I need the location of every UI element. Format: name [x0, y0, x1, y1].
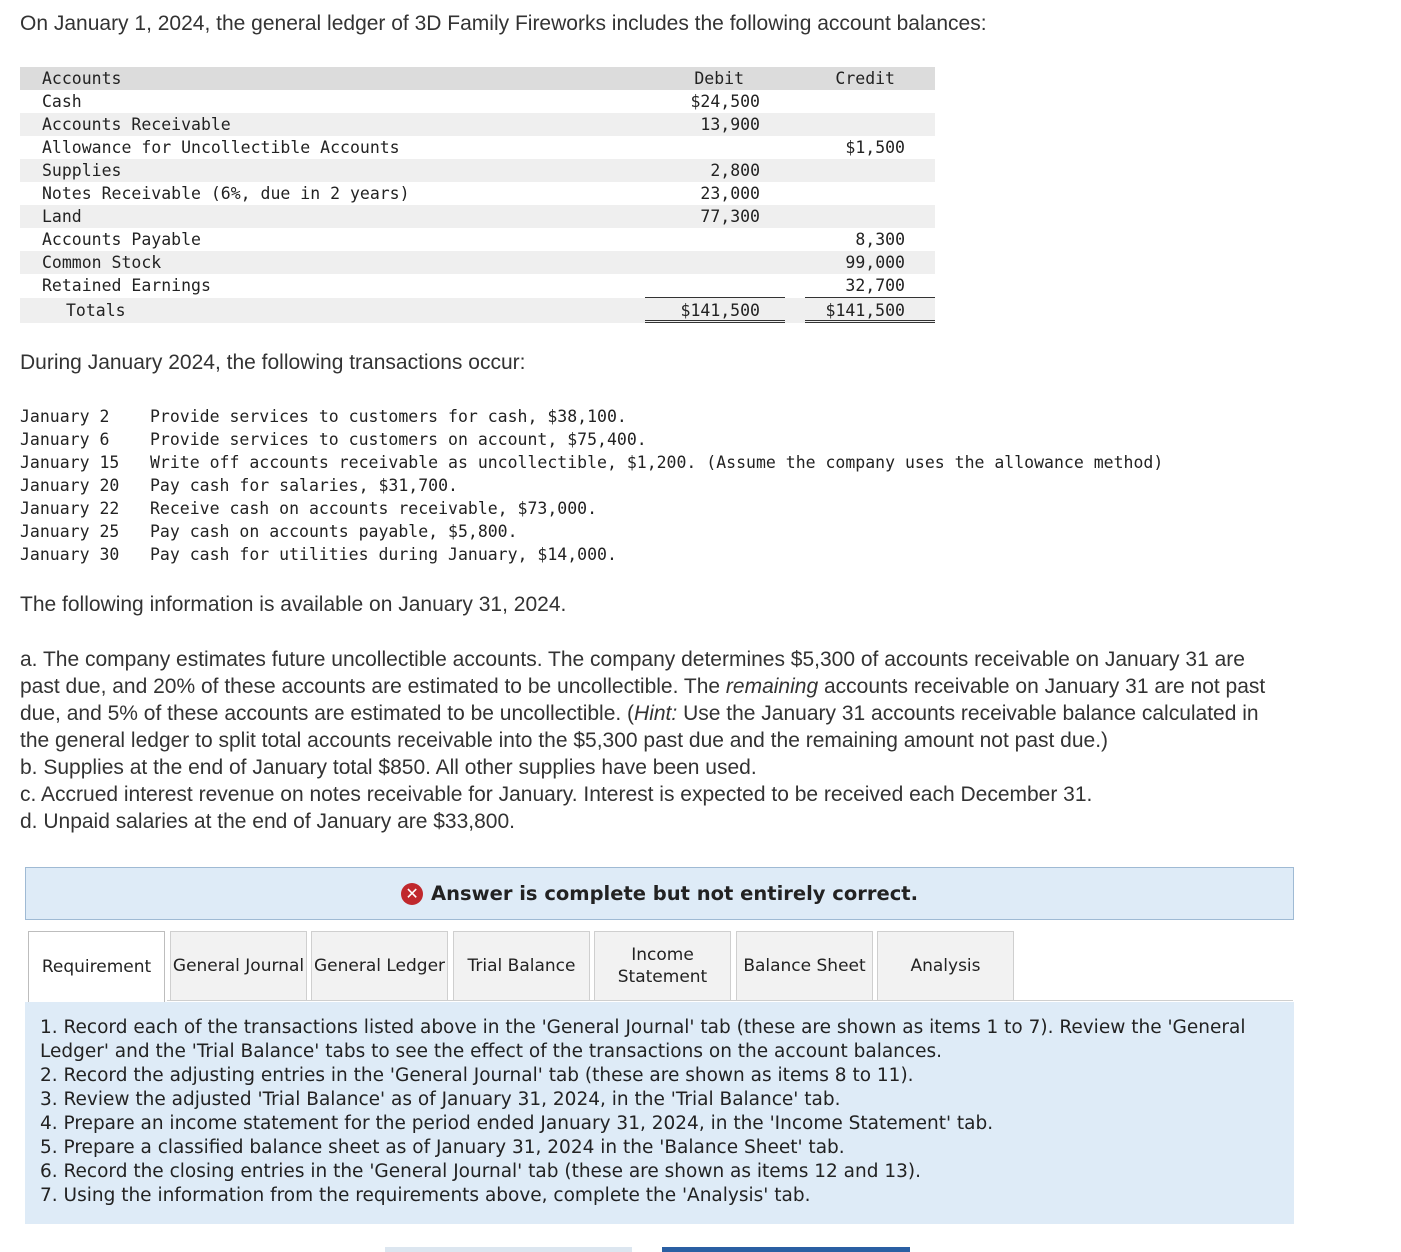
row-debit: 77,300	[700, 207, 760, 226]
info-a-text: Use the January 31 accounts receivable balance calculated in	[677, 702, 1259, 725]
previous-tab-button[interactable]	[385, 1247, 632, 1252]
table-row	[20, 159, 935, 182]
x-circle-icon: ✕	[401, 883, 423, 905]
answer-status-text: Answer is complete but not entirely correct.	[431, 882, 918, 905]
transaction-date: January 2	[20, 407, 110, 426]
info-intro: The following information is available on January 31, 2024.	[20, 593, 567, 616]
row-account: Supplies	[42, 161, 122, 180]
tab-requirement[interactable]: Requirement	[28, 931, 165, 1002]
row-account: Retained Earnings	[42, 276, 211, 295]
table-row	[20, 274, 935, 297]
list-item	[20, 543, 1163, 566]
table-header	[20, 67, 935, 90]
table-row	[20, 90, 935, 113]
requirement-item: 3. Review the adjusted 'Trial Balance' as of January 31, 2024, in the 'Trial Balance' tab.	[40, 1089, 841, 1110]
list-item	[20, 520, 1163, 543]
row-debit: 2,800	[710, 161, 760, 180]
transaction-date: January 25	[20, 522, 120, 541]
row-account: Common Stock	[42, 253, 162, 272]
row-account: Accounts Payable	[42, 230, 201, 249]
table-row	[20, 182, 935, 205]
additional-information	[20, 646, 1401, 835]
transaction-text: Write off accounts receivable as uncollectible, $1,200. (Assume the company uses the allowance method)	[150, 453, 1164, 472]
transaction-date: January 20	[20, 476, 120, 495]
transactions-intro: During January 2024, the following transactions occur:	[20, 351, 526, 374]
info-a-emphasis: remaining	[725, 675, 819, 698]
account-balances-table	[20, 67, 935, 323]
transaction-text: Provide services to customers on account, $75,400.	[150, 430, 647, 449]
tab-general-journal[interactable]: General Journal	[170, 931, 307, 1000]
row-account: Allowance for Uncollectible Accounts	[42, 138, 400, 157]
requirement-item: 2. Record the adjusting entries in the 'General Journal' tab (these are shown as items 8 to 11).	[40, 1065, 914, 1086]
list-item	[20, 428, 1163, 451]
info-a-text: accounts receivable on January 31 are not past	[818, 675, 1266, 698]
header-accounts: Accounts	[42, 69, 122, 88]
tab-balance-sheet[interactable]: Balance Sheet	[736, 931, 873, 1000]
list-item	[20, 474, 1163, 497]
requirement-item: 6. Record the closing entries in the 'General Journal' tab (these are shown as items 12 and 13).	[40, 1161, 921, 1182]
tab-trial-balance[interactable]: Trial Balance	[453, 931, 590, 1000]
row-debit: $24,500	[690, 92, 760, 111]
transaction-date: January 30	[20, 545, 120, 564]
info-d: d. Unpaid salaries at the end of January are $33,800.	[20, 810, 515, 833]
table-row	[20, 228, 935, 251]
requirement-item: 1. Record each of the transactions listed above in the 'General Journal' tab (these are shown as items 1 to 7). Review the 'General Ledger' and the 'Trial Balance' tabs to see the effect of the transactions on the account balances.	[40, 1017, 1246, 1062]
info-a-text: past due, and 20% of these accounts are estimated to be uncollectible. The	[20, 675, 726, 698]
info-a-line: the general ledger to split total accounts receivable into the $5,300 past due and the remaining amount not past due.)	[20, 729, 1109, 752]
transaction-date: January 6	[20, 430, 110, 449]
info-a-text: due, and 5% of these accounts are estimated to be uncollectible. (	[20, 702, 635, 725]
intro-text: On January 1, 2024, the general ledger of 3D Family Fireworks includes the following account balances:	[20, 12, 987, 35]
transaction-date: January 15	[20, 453, 120, 472]
transaction-text: Receive cash on accounts receivable, $73,000.	[150, 499, 598, 518]
requirement-item: 5. Prepare a classified balance sheet as of January 31, 2024 in the 'Balance Sheet' tab.	[40, 1137, 845, 1158]
answer-status-banner	[25, 867, 1294, 920]
tab-divider	[167, 1000, 1293, 1001]
transaction-text: Pay cash for utilities during January, $14,000.	[150, 545, 617, 564]
requirements-panel	[25, 1002, 1294, 1224]
row-debit: 23,000	[700, 184, 760, 203]
totals-label: Totals	[66, 301, 126, 320]
info-a-line	[20, 700, 1401, 727]
transaction-text: Provide services to customers for cash, $38,100.	[150, 407, 627, 426]
tab-income-statement[interactable]: Income Statement	[594, 931, 731, 1000]
totals-row	[20, 298, 935, 323]
requirement-item: 7. Using the information from the requirements above, complete the 'Analysis' tab.	[40, 1185, 811, 1206]
tab-general-ledger[interactable]: General Ledger	[311, 931, 448, 1000]
list-item	[20, 497, 1163, 520]
next-tab-button[interactable]	[662, 1247, 910, 1252]
info-a-hint: Hint:	[634, 702, 678, 725]
info-a-line	[20, 673, 1401, 700]
row-credit: $1,500	[845, 138, 905, 157]
list-item	[20, 405, 1163, 428]
row-account: Cash	[42, 92, 82, 111]
transaction-date: January 22	[20, 499, 120, 518]
row-account: Land	[42, 207, 82, 226]
row-account: Accounts Receivable	[42, 115, 231, 134]
header-debit: Debit	[694, 69, 744, 88]
transaction-text: Pay cash on accounts payable, $5,800.	[150, 522, 518, 541]
row-account: Notes Receivable (6%, due in 2 years)	[42, 184, 410, 203]
info-c: c. Accrued interest revenue on notes receivable for January. Interest is expected to be received each December 31.	[20, 783, 1093, 806]
transaction-text: Pay cash for salaries, $31,700.	[150, 476, 458, 495]
table-row	[20, 113, 935, 136]
row-debit: 13,900	[700, 115, 760, 134]
table-row	[20, 205, 935, 228]
row-credit: 8,300	[855, 230, 905, 249]
row-credit: 99,000	[845, 253, 905, 272]
list-item	[20, 451, 1163, 474]
totals-debit: $141,500	[680, 301, 760, 320]
header-credit: Credit	[835, 69, 895, 88]
info-a-line: a. The company estimates future uncollectible accounts. The company determines $5,300 of accounts receivable on January 31 are	[20, 648, 1245, 671]
totals-credit: $141,500	[825, 301, 905, 320]
table-row	[20, 136, 935, 159]
table-row	[20, 251, 935, 274]
requirement-item: 4. Prepare an income statement for the period ended January 31, 2024, in the 'Income Statement' tab.	[40, 1113, 994, 1134]
row-credit: 32,700	[845, 276, 905, 295]
transactions-list	[20, 405, 1163, 566]
info-b: b. Supplies at the end of January total $850. All other supplies have been used.	[20, 756, 757, 779]
tab-analysis[interactable]: Analysis	[877, 931, 1014, 1000]
